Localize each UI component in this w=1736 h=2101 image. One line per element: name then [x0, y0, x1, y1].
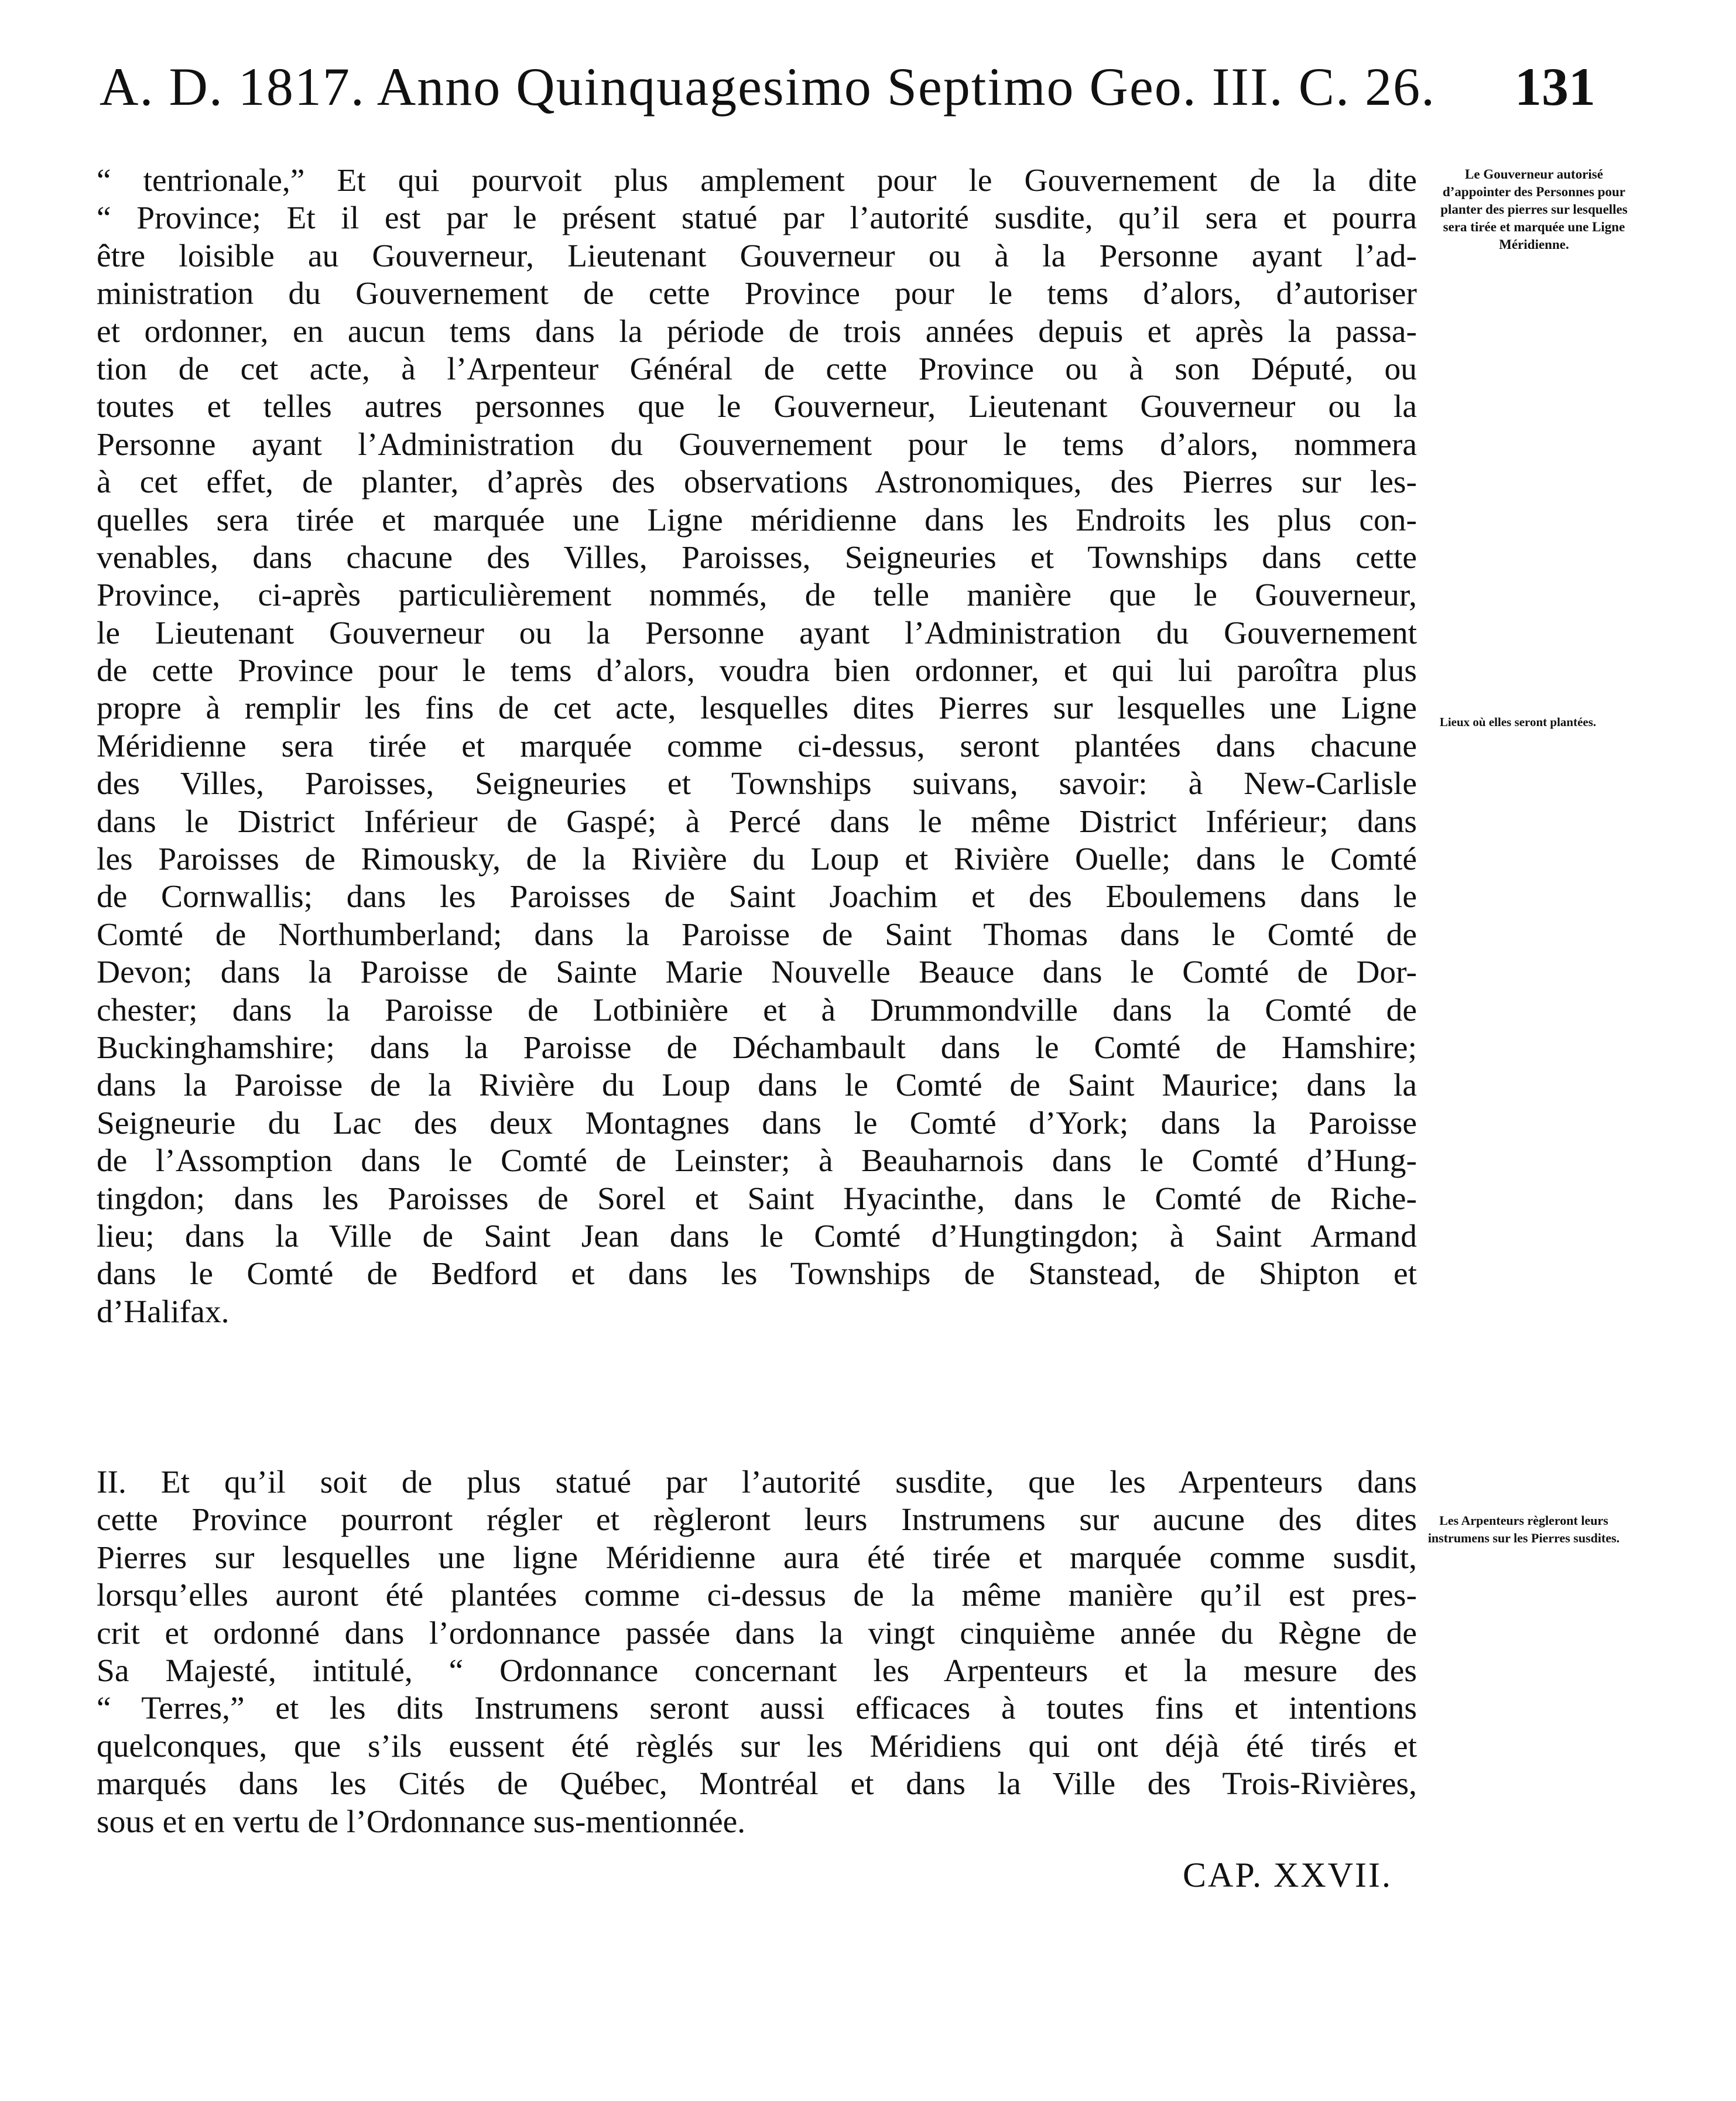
text-line: des Villes, Paroisses, Seigneuries et Townships suivans, savoir: à New-Carlisle [97, 766, 1417, 802]
text-line: tion de cet acte, à l’Arpenteur Général de cette Province ou à son Député, ou [97, 351, 1417, 387]
text-line: marqués dans les Cités de Québec, Montréal et dans la Ville des Trois-Rivières, [97, 1766, 1417, 1802]
text-line: Buckinghamshire; dans la Paroisse de Déchambault dans le Comté de Hamshire; [97, 1029, 1417, 1066]
margin-note-gouverneur: Le Gouverneur autorisé d’appointer des Personnes pour planter des pierres sur lesquelles sera tirée et marquée une Ligne Méridienne. [1440, 167, 1628, 252]
text-line: crit et ordonné dans l’ordonnance passée dans la vingt cinquième année du Règne de [97, 1615, 1417, 1651]
text-line: cette Province pourront régler et règleront leurs Instrumens sur aucune des dites [97, 1502, 1417, 1538]
text-line: “ Terres,” et les dits Instrumens seront aussi efficaces à toutes fins et intentions [97, 1691, 1417, 1727]
text-line: chester; dans la Paroisse de Lotbinière et à Drummondville dans la Comté de [97, 992, 1417, 1028]
text-line: quelles sera tirée et marquée une Ligne méridienne dans les Endroits les plus con- [97, 502, 1417, 538]
text-line: “ tentrionale,” Et qui pourvoit plus amplement pour le Gouvernement de la dite [97, 163, 1417, 199]
text-line: Sa Majesté, intitulé, “ Ordonnance concernant les Arpenteurs et la mesure des [97, 1652, 1417, 1689]
text-line: Province, ci-après particulièrement nommés, de telle manière que le Gouverneur, [97, 577, 1417, 614]
text-line: tingdon; dans les Paroisses de Sorel et Saint Hyacinthe, dans le Comté de Riche- [97, 1180, 1417, 1217]
text-line: “ Province; Et il est par le présent statué par l’autorité susdite, qu’il sera et pourra [97, 200, 1417, 237]
margin-note-arpenteurs: Les Arpenteurs règleront leurs instrumens sur les Pierres susdites. [1427, 1513, 1620, 1545]
next-chapter-heading: CAP. XXVII. [1183, 1856, 1393, 1894]
text-line: II. Et qu’il soit de plus statué par l’autorité susdite, que les Arpenteurs dans [97, 1464, 1417, 1500]
page-header [100, 56, 1622, 143]
margin-note-lieux: Lieux où elles seront plantées. [1439, 715, 1597, 729]
text-line: Personne ayant l’Administration du Gouvernement pour le tems d’alors, nommera [97, 426, 1417, 463]
section-2-text [97, 1464, 1417, 1841]
text-line: le Lieutenant Gouverneur ou la Personne ayant l’Administration du Gouvernement [97, 615, 1417, 651]
text-line: dans la Paroisse de la Rivière du Loup dans le Comté de Saint Maurice; dans la [97, 1067, 1417, 1104]
text-line: toutes et telles autres personnes que le Gouverneur, Lieutenant Gouverneur ou la [97, 389, 1417, 425]
text-line: quelconques, que s’ils eussent été règlés sur les Méridiens qui ont déjà été tirés et [97, 1728, 1417, 1764]
text-line: ministration du Gouvernement de cette Province pour le tems d’alors, d’autoriser [97, 276, 1417, 312]
header-title: A. D. 1817. Anno Quinquagesimo Septimo Geo. III. C. 26. [100, 57, 1436, 117]
text-line: sous et en vertu de l’Ordonnance sus-mentionnée. [97, 1804, 746, 1840]
text-line: à cet effet, de planter, d’après des observations Astronomiques, des Pierres sur les- [97, 464, 1417, 501]
text-line: de Cornwallis; dans les Paroisses de Saint Joachim et des Eboulemens dans le [97, 879, 1417, 915]
text-line: Méridienne sera tirée et marquée comme ci-dessus, seront plantées dans chacune [97, 728, 1417, 764]
page-number: 131 [1515, 57, 1595, 117]
text-line: Devon; dans la Paroisse de Sainte Marie Nouvelle Beauce dans le Comté de Dor- [97, 954, 1417, 991]
section-1-text [97, 162, 1417, 1331]
text-line: lieu; dans la Ville de Saint Jean dans le Comté d’Hungtingdon; à Saint Armand [97, 1218, 1417, 1254]
text-line: Comté de Northumberland; dans la Paroisse de Saint Thomas dans le Comté de [97, 916, 1417, 953]
text-line: de cette Province pour le tems d’alors, voudra bien ordonner, et qui lui paroîtra plus [97, 653, 1417, 689]
text-line: dans le Comté de Bedford et dans les Townships de Stanstead, de Shipton et [97, 1256, 1417, 1292]
text-line: être loisible au Gouverneur, Lieutenant Gouverneur ou à la Personne ayant l’ad- [97, 238, 1417, 274]
text-line: dans le District Inférieur de Gaspé; à Percé dans le même District Inférieur; dans [97, 803, 1417, 840]
text-line: les Paroisses de Rimousky, de la Rivière du Loup et Rivière Ouelle; dans le Comté [97, 841, 1417, 878]
text-line: lorsqu’elles auront été plantées comme ci-dessus de la même manière qu’il est pres- [97, 1578, 1417, 1614]
text-line: propre à remplir les fins de cet acte, lesquelles dites Pierres sur lesquelles une Ligne [97, 690, 1417, 727]
text-line: de l’Assomption dans le Comté de Leinster; à Beauharnois dans le Comté d’Hung- [97, 1143, 1417, 1179]
text-line: et ordonner, en aucun tems dans la période de trois années depuis et après la passa- [97, 313, 1417, 350]
text-line: d’Halifax. [97, 1294, 230, 1330]
text-line: Seigneurie du Lac des deux Montagnes dans le Comté d’York; dans la Paroisse [97, 1105, 1417, 1141]
text-line: venables, dans chacune des Villes, Paroisses, Seigneuries et Townships dans cette [97, 539, 1417, 576]
text-line: Pierres sur lesquelles une ligne Méridienne aura été tirée et marquée comme susdit, [97, 1539, 1417, 1576]
